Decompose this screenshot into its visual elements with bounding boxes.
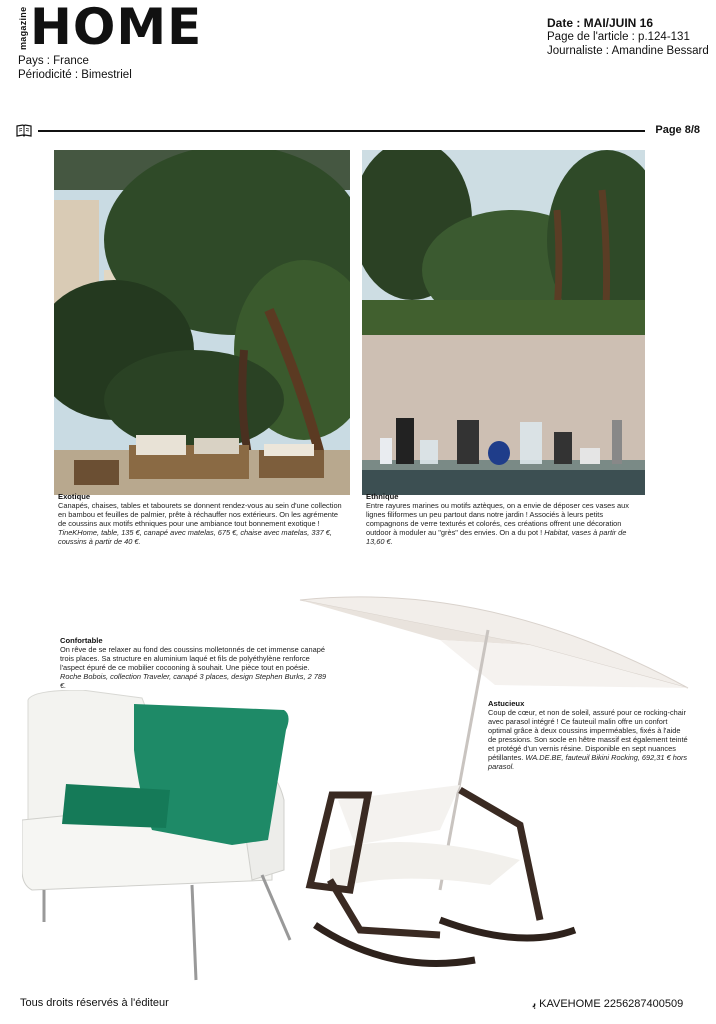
photo-ethnique bbox=[362, 150, 645, 495]
caption-title: Ethnique bbox=[366, 492, 399, 501]
caption-exotique bbox=[58, 492, 348, 546]
magazine-title: HOME bbox=[30, 0, 203, 56]
divider-line bbox=[38, 130, 645, 132]
copyright-notice: Tous droits réservés à l'éditeur bbox=[20, 997, 169, 1009]
caption-body: Entre rayures marines ou motifs aztèques, on a envie de déposer ces vases aux lignes filiformes un peu partout dans notre jardin ! Associés à leurs petits compagnons de verre texturés et colorés, ces créations offrent une décoration outdoor à moduler au "grès" des envies. On a du pot ! bbox=[366, 501, 629, 537]
footer-code bbox=[533, 997, 683, 1010]
caption-body: Coup de cœur, et non de soleil, assuré pour ce rocking-chair avec parasol intégré ! Ce fauteuil malin offre un confort optimal grâce à deux coussins imperméables, fixés à l'aide de pressions. Son socle en hêtre massif est également teinté et protégé d'un vernis résine. Disponible en sept nuances pétillantes. bbox=[488, 708, 688, 762]
issue-date: Date : MAI/JUIN 16 bbox=[547, 16, 654, 30]
photo-exotique bbox=[54, 150, 350, 495]
sofa-illustration bbox=[22, 690, 302, 990]
caption-credit: Roche Bobois, collection Traveler, canapé 3 places, design Stephen Burks, 2 789 €. bbox=[60, 672, 327, 690]
magazine-logo bbox=[18, 0, 203, 56]
periodicity: Périodicité : Bimestriel bbox=[18, 69, 132, 81]
caption-title: Exotique bbox=[58, 492, 91, 501]
caption-credit: TineKHome, table, 135 €, canapé avec matelas, 675 €, chaise avec matelas, 337 €, coussins à partir de 40 €. bbox=[58, 528, 332, 546]
article-info bbox=[547, 16, 709, 58]
caption-astucieux bbox=[488, 699, 688, 771]
book-icon bbox=[16, 124, 32, 137]
caption-credit: WA.DE.BE, fauteuil Bikini Rocking, 692,31 € hors parasol. bbox=[488, 753, 688, 771]
rocking-chair-illustration bbox=[290, 590, 695, 985]
caption-credit: Habitat, vases à partir de 13,60 €. bbox=[366, 528, 627, 546]
caption-body: Canapés, chaises, tables et tabourets se donnent rendez-vous au sein d'une collection en bambou et feuilles de palmier, prête à réchauffer nos extérieurs. On les agrémente de coussins aux motifs ethniques pour une ambiance tout bonnement exotique ! bbox=[58, 501, 342, 528]
article-pages: Page de l'article : p.124-131 bbox=[547, 31, 690, 43]
header-rule bbox=[16, 124, 700, 138]
p-logo-icon: ﺑ bbox=[533, 998, 537, 1010]
magazine-label: magazine bbox=[18, 6, 28, 50]
footer-code-text: KAVEHOME 2256287400509 bbox=[539, 998, 684, 1010]
caption-body: On rêve de se relaxer au fond des coussins molletonnés de cet immense canapé trois places. Sa structure en aluminium laqué et fils de polyéthylène renforce l'aspect épuré de ce mobilier cocooning à souhait. Une pièce tout en poésie. bbox=[60, 645, 325, 672]
journalist: Journaliste : Amandine Bessard bbox=[547, 45, 709, 57]
country: Pays : France bbox=[18, 55, 89, 67]
publication-info bbox=[18, 54, 132, 82]
caption-title: Confortable bbox=[60, 636, 103, 645]
caption-ethnique bbox=[366, 492, 641, 546]
page-number: Page 8/8 bbox=[655, 124, 700, 136]
caption-title: Astucieux bbox=[488, 699, 525, 708]
